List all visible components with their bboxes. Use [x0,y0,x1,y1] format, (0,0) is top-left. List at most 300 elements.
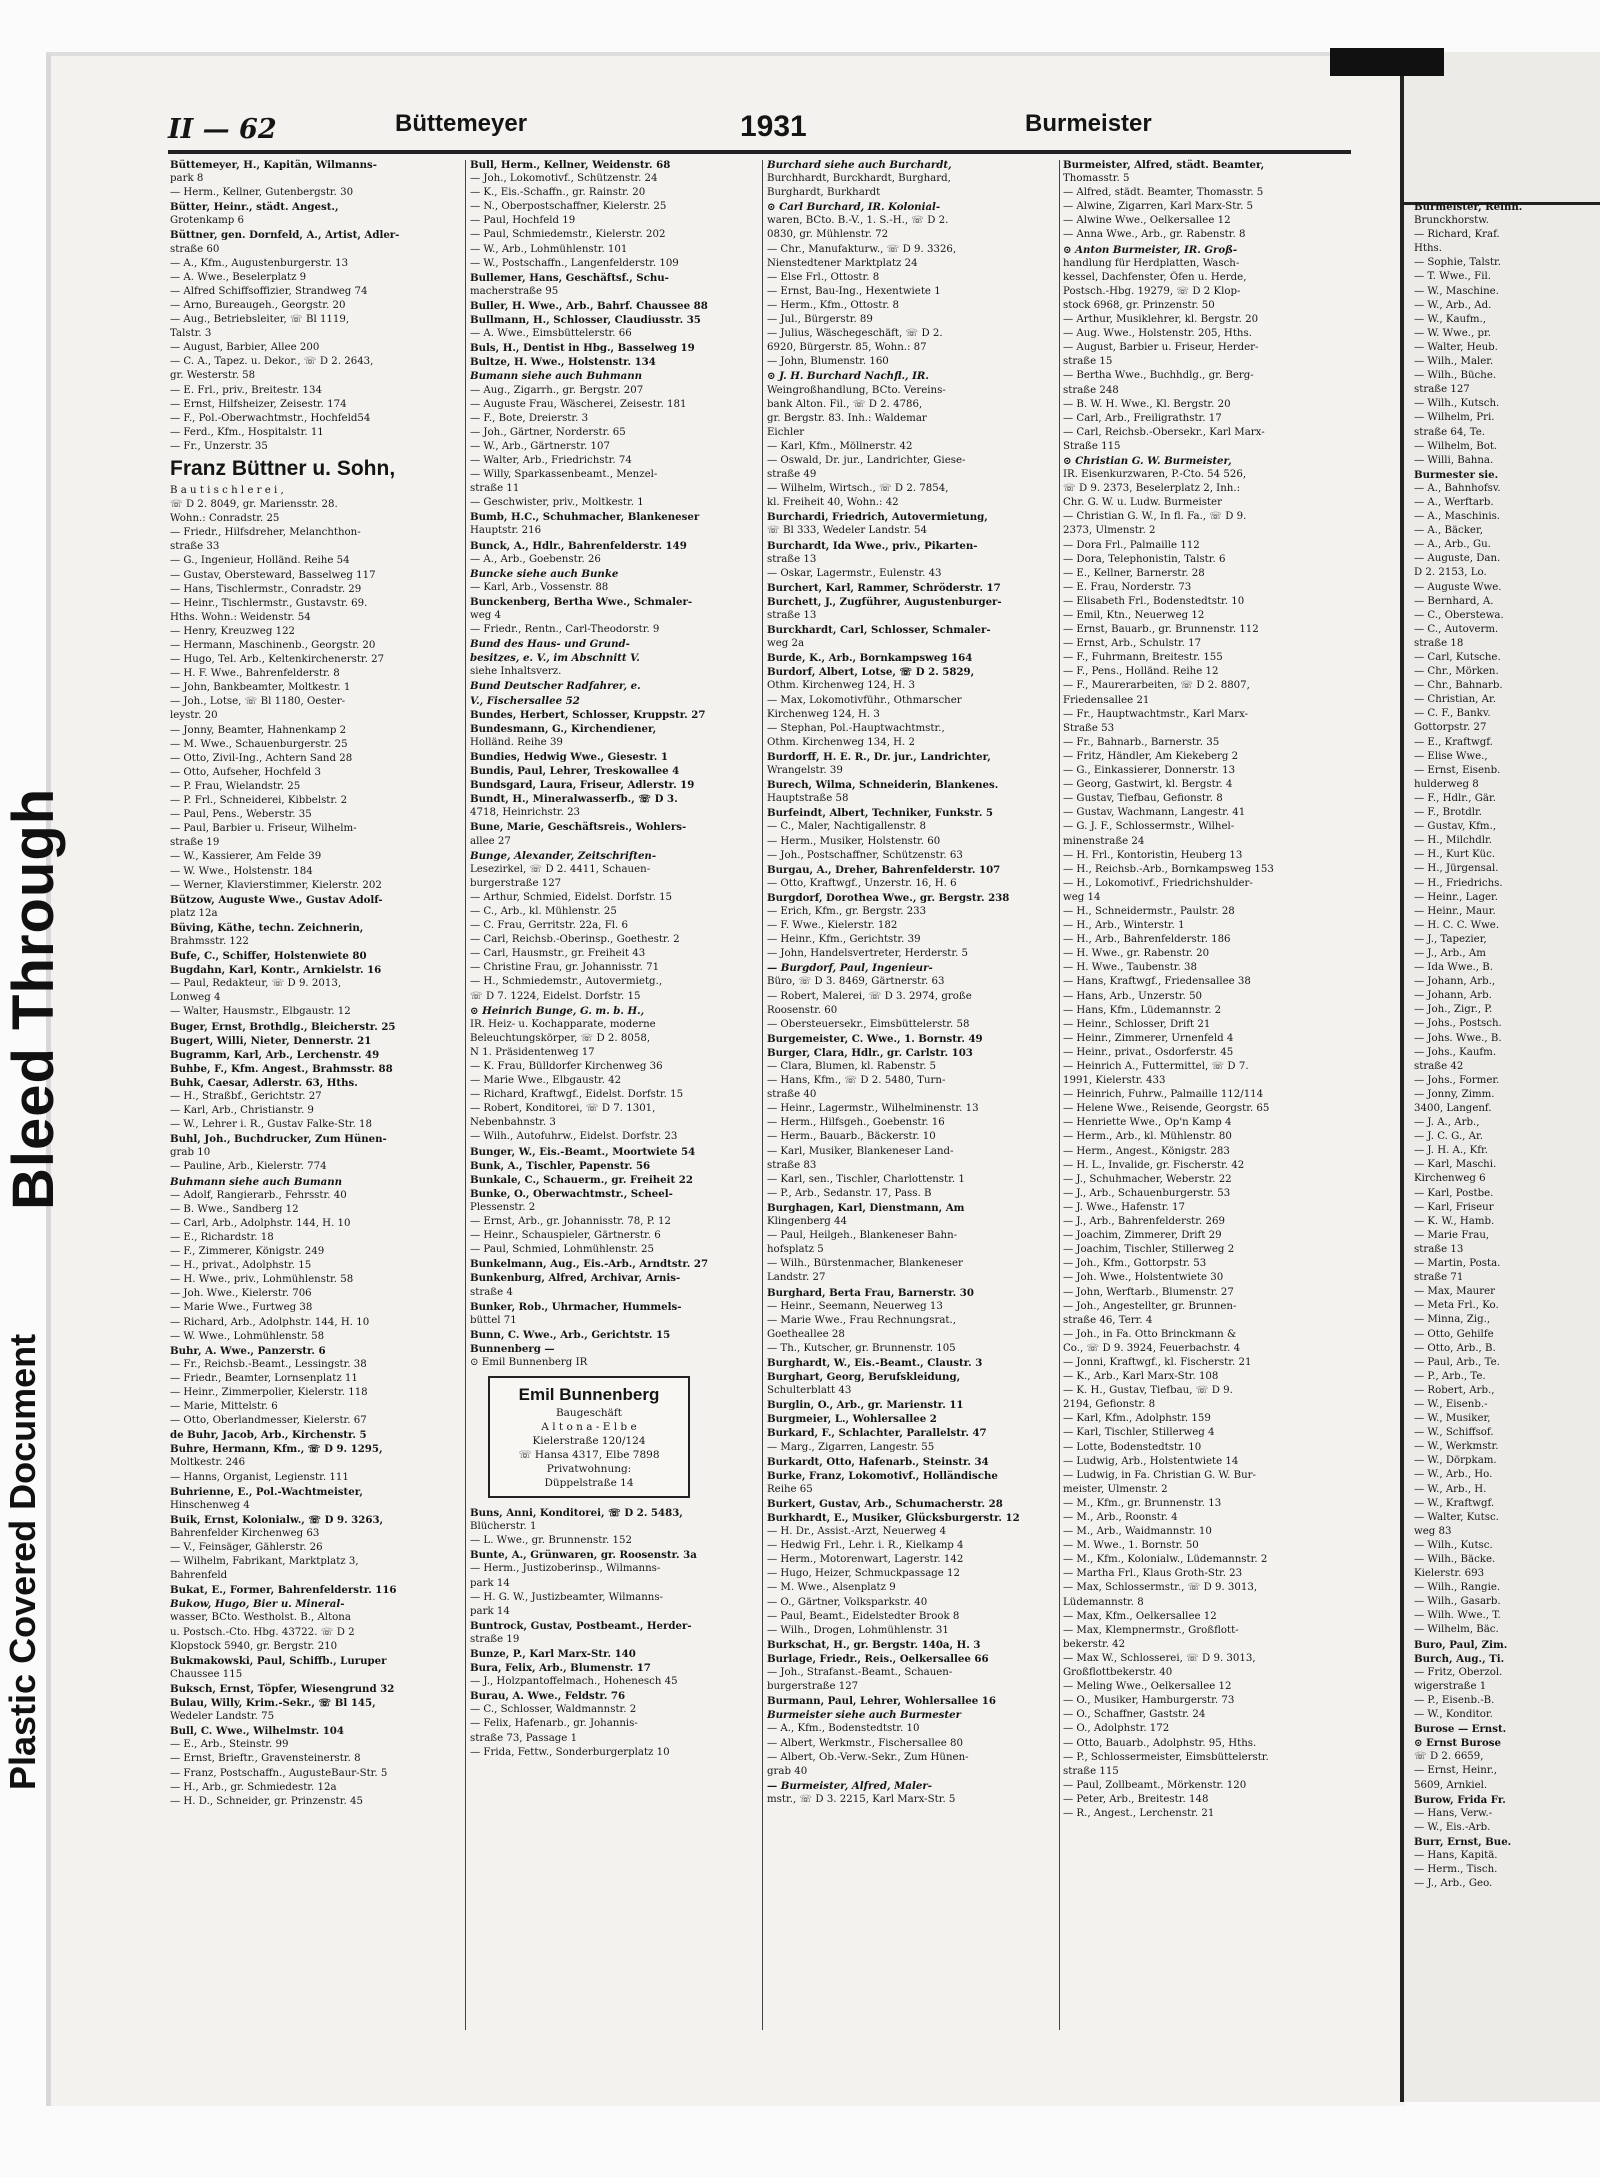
directory-entry-line: — John, Werftarb., Blumenstr. 27 [1063,1286,1234,1298]
directory-entry-line: Grotenkamp 6 [170,215,244,227]
adjacent-entry-line: — W., Kraftwgf. [1414,1497,1495,1509]
adjacent-entry-line: — J. C. G., Ar. [1414,1131,1483,1143]
directory-entry-line: kl. Freiheit 40, Wohn.: 42 [767,497,899,509]
adjacent-entry-line: — W., Arb., Ho. [1414,1469,1493,1481]
directory-entry-line: Bura, Felix, Arb., Blumenstr. 17 [470,1662,651,1675]
directory-entry-line: — F. Wwe., Kielerstr. 182 [767,920,898,932]
directory-entry-line: — M. Wwe., 1. Bornstr. 50 [1063,1540,1199,1552]
ad-title: Emil Bunnenberg [518,1385,660,1405]
directory-entry-line: — Henriette Wwe., Op'n Kamp 4 [1063,1117,1232,1129]
directory-entry-line: — John, Blumenstr. 160 [767,356,889,368]
directory-entry-line: grab 40 [767,1765,808,1777]
adjacent-entry-line: — Wilh., Gasarb. [1414,1596,1501,1608]
adjacent-entry-line: — H., Kurt Küc. [1414,849,1496,861]
directory-entry-line: ☏ D 9. 2373, Beselerplatz 2, Inh.: [1063,483,1241,495]
directory-entry-line: Bunkale, C., Schauerm., gr. Freiheit 22 [470,1173,693,1186]
adjacent-entry-line: — W., Schiffsof. [1414,1427,1494,1439]
directory-entry-line: Burghardt, Burkhardt [767,187,881,199]
directory-entry-line: Buhmann siehe auch Bumann [170,1175,343,1188]
adjacent-entry-line: — Hans, Kapitä. [1414,1849,1498,1861]
directory-entry-line: — Marie, Mittelstr. 6 [170,1401,278,1413]
directory-entry-line: Burglin, O., Arb., gr. Marienstr. 11 [767,1399,964,1412]
directory-entry-line: Burchardt, Ida Wwe., priv., Pikarten- [767,539,978,552]
directory-entry-line: Buncke siehe auch Bunke [470,567,619,580]
directory-entry-line: straße 40 [767,1089,817,1101]
adjacent-entry-line: — Walter, Heub. [1414,341,1498,353]
directory-entry-line: — Carl, Hausmstr., gr. Freiheit 43 [470,948,646,960]
directory-entry-line: — Georg, Gastwirt, kl. Bergstr. 4 [1063,779,1233,791]
directory-entry-line: — Jonni, Kraftwgf., kl. Fischerstr. 21 [1063,1356,1252,1368]
directory-entry-line: straße 60 [170,243,220,255]
directory-entry-line: — Heinr., Tischlermstr., Gustavstr. 69. [170,597,368,609]
directory-entry-line: Landstr. 27 [767,1272,826,1284]
directory-entry-line: Moltkestr. 246 [170,1457,246,1469]
directory-entry-line: — Paul, Barbier u. Friseur, Wilhelm- [170,823,357,835]
adjacent-entry-line: — Wilhelm, Bot. [1414,440,1498,452]
adjacent-entry-line: — Johs. Wwe., B. [1414,1032,1502,1044]
directory-entry-line: Bunge, Alexander, Zeitschriften- [470,849,657,862]
adjacent-entry-line: — H., Jürgensal. [1414,863,1499,875]
adjacent-entry-line: — W., Arb., Ad. [1414,299,1492,311]
adjacent-entry-line: — C., Autoverm. [1414,623,1499,635]
directory-entry-line: — W., Postschaffn., Langenfelderstr. 109 [470,257,679,269]
directory-entry-line: — Wilh., Autofuhrw., Eidelst. Dorfstr. 23 [470,1131,678,1143]
adjacent-entry-line: straße 64, Te. [1414,426,1486,438]
adjacent-entry-line: — Auguste, Dan. [1414,553,1501,565]
bleed-through-label: Bleed Through [1,787,66,1210]
directory-entry-line: — Erich, Kfm., gr. Bergstr. 233 [767,905,927,917]
directory-entry-line: — Carl, Arb., Adolphstr. 144, H. 10 [170,1217,351,1229]
directory-entry-line: Bund des Haus- und Grund- [470,638,630,651]
directory-entry-line: Buhrienne, E., Pol.-Wachtmeister, [170,1485,363,1498]
directory-entry-line: Burde, K., Arb., Bornkampsweg 164 [767,652,973,665]
directory-entry-line: — Frida, Fettw., Sonderburgerplatz 10 [470,1746,670,1758]
directory-entry-line: — H. L., Invalide, gr. Fischerstr. 42 [1063,1159,1245,1171]
directory-entry-line: — Herm., Kellner, Gutenbergstr. 30 [170,187,354,199]
directory-entry-line: — Alwine, Zigarren, Karl Marx-Str. 5 [1063,201,1254,213]
directory-entry-line: — Hans, Arb., Unzerstr. 50 [1063,990,1203,1002]
directory-column-4 [1063,158,1355,2063]
directory-entry-line: Burkhardt, E., Musiker, Glücksburgerstr. 12 [767,1512,1020,1524]
directory-entry-line: Bundes, Herbert, Schlosser, Kruppstr. 27 [470,708,706,721]
directory-entry-line: büttel 71 [470,1314,517,1326]
directory-entry-line: u. Postsch.-Cto. Hbg. 43722. ☏ D 2 [170,1626,355,1638]
directory-entry-line: — Max W., Schlosserei, ☏ D 9. 3013, [1063,1652,1256,1664]
directory-entry-line: — H., Arb., Bahrenfelderstr. 186 [1063,934,1231,946]
directory-entry-line: — Joh., in Fa. Otto Brinckmann & [1063,1328,1237,1340]
directory-entry-line: — C., Schlosser, Waldmannstr. 2 [470,1704,637,1716]
directory-entry-line: Straße 115 [1063,440,1121,452]
directory-entry-line: — Hans, Tischlermstr., Conradstr. 29 [170,583,362,595]
directory-entry-line: — C. A., Tapez. u. Dekor., ☏ D 2. 2643, [170,356,374,368]
adjacent-entry-line: Brunckhorstw. [1414,215,1489,227]
adjacent-entry-line: — A., Bahnhofsv. [1414,482,1501,494]
adjacent-entry-line: — Marie Frau, [1414,1229,1490,1241]
directory-entry-line: siehe Inhaltsverz. [470,666,562,678]
directory-entry-line: Bund Deutscher Radfahrer, e. [470,680,641,693]
header-first-entry: Büttemeyer [395,110,528,137]
adjacent-entry-line: — W., Maschine. [1414,285,1499,297]
adjacent-entry-line: — P., Eisenb.-B. [1414,1694,1495,1706]
directory-entry-line: straße 15 [1063,356,1113,368]
directory-entry-line: Burghart, Georg, Berufskleidung, [767,1371,961,1384]
directory-entry-line: Bunkelmann, Aug., Eis.-Arb., Arndtstr. 27 [470,1258,709,1271]
directory-entry-line: Burmeister siehe auch Burmester [767,1709,961,1722]
directory-entry-line: Roosenstr. 60 [767,1004,838,1016]
adjacent-entry-line: Burch, Aug., Ti. [1414,1652,1505,1665]
directory-entry-line: — Arthur, Musiklehrer, kl. Bergstr. 20 [1063,314,1259,326]
directory-entry-line: — Paul, Beamt., Eidelstedter Brook 8 [767,1610,960,1622]
adjacent-entry-line: — Hans, Verw.- [1414,1807,1493,1819]
directory-entry-line: — Ernst, Bau-Ing., Hexentwiete 1 [767,285,941,297]
adjacent-entry-line: — Johs., Former. [1414,1074,1500,1086]
directory-entry-line: — Richard, Kraftwgf., Eidelst. Dorfstr. 15 [470,1089,684,1101]
adjacent-entry-line: — P., Arb., Te. [1414,1370,1486,1382]
directory-entry-line: — Heinr., Zimmerer, Urnenfeld 4 [1063,1032,1234,1044]
directory-entry-line: Büving, Käthe, techn. Zeichnerin, [170,921,364,934]
directory-entry-line: — Paul, Hochfeld 19 [470,215,576,227]
adjacent-entry-line: Hths. [1414,243,1443,255]
directory-entry-line: Burech, Wilma, Schneiderin, Blankenes. [767,779,999,792]
directory-entry-line: burgerstraße 127 [767,1681,859,1693]
adjacent-entry-line: — A., Maschinis. [1414,511,1501,523]
directory-entry-line: burgerstraße 127 [470,877,562,889]
directory-entry-line: — V., Feinsäger, Gählerstr. 26 [170,1542,323,1553]
adjacent-entry-line: — A., Werftarb. [1414,496,1494,508]
directory-entry-line: park 14 [470,1577,510,1589]
adjacent-entry-line: — Jonny, Zimm. [1414,1088,1495,1100]
directory-entry-line: straße 11 [470,483,520,495]
directory-entry-line: — H. Dr., Assist.-Arzt, Neuerweg 4 [767,1526,947,1538]
directory-entry-line: — Jul., Bürgerstr. 89 [767,314,873,326]
directory-entry-line: — J., Arb., Schauenburgerstr. 53 [1063,1187,1231,1199]
directory-entry-line: Bundsgard, Laura, Friseur, Adlerstr. 19 [470,779,695,792]
adjacent-entry-line: — A., Arb., Gu. [1414,539,1491,551]
adjacent-entry-line: straße 18 [1414,637,1464,649]
adjacent-entry-line: — Karl, Maschi. [1414,1159,1497,1171]
directory-entry-line: — Marg., Zigarren, Langestr. 55 [767,1441,935,1453]
directory-entry-line: waren, BCto. B.-V., 1. S.-H., ☏ D 2. [767,215,949,227]
directory-entry-line: gr. Westerstr. 58 [170,370,256,382]
directory-entry-line: — E. Frl., priv., Breitestr. 134 [170,384,322,396]
adjacent-entry-line: — W., Eis.-Arb. [1414,1821,1491,1833]
directory-entry-line: — Heinr., Lagermstr., Wilhelminenstr. 13 [767,1103,979,1115]
adjacent-entry-line: — Martin, Posta. [1414,1258,1501,1270]
directory-entry-line: — E., Richardstr. 18 [170,1231,274,1243]
directory-entry-line: — Auguste Frau, Wäscherei, Zeisestr. 181 [470,398,687,410]
ad-line: A l t o n a - E l b e [541,1421,637,1434]
directory-entry-line: Buns, Anni, Konditorei, ☏ D 2. 5483, [470,1507,683,1520]
directory-entry-line: — Joh., Gärtner, Norderstr. 65 [470,426,626,438]
advertisement-box [488,1376,690,1498]
directory-entry-line: — Aug., Betriebsleiter, ☏ Bl 1119, [170,314,350,326]
directory-entry-line: Lonweg 4 [170,992,221,1004]
directory-entry-line: 6920, Bürgerstr. 85, Wohn.: 87 [767,342,927,354]
directory-entry-line: Co., ☏ D 9. 3924, Feuerbachstr. 4 [1063,1342,1241,1354]
adjacent-entry-line: straße 127 [1414,384,1470,396]
directory-entry-line: — Albert, Ob.-Verw.-Sekr., Zum Hünen- [767,1751,969,1763]
directory-entry-line: — Max, Lokomotivführ., Othmarscher [767,694,962,706]
adjacent-entry-line: — Sophie, Talstr. [1414,257,1502,269]
directory-entry-line: — Paul, Zollbeamt., Mörkenstr. 120 [1063,1779,1247,1791]
directory-entry-line: — Franz, Postschaffn., AugusteBaur-Str. 5 [170,1767,388,1779]
directory-entry-line: — Fr., Unzerstr. 35 [170,440,268,452]
directory-entry-line: Buhl, Joh., Buchdrucker, Zum Hünen- [170,1133,387,1146]
directory-entry-line: IR. Eisenkurzwaren, P.-Cto. 54 526, [1063,469,1247,481]
adjacent-entry-line: — Minna, Zig., [1414,1314,1491,1326]
directory-entry-line: straße 83 [767,1159,817,1171]
adjacent-entry-line: — W., Kaufm., [1414,313,1486,325]
directory-entry-line: — J., Schuhmacher, Weberstr. 22 [1063,1173,1232,1185]
directory-entry-line: — F., Maurerarbeiten, ☏ D 2. 8807, [1063,680,1250,692]
directory-entry-line: — G., Ingenieur, Holländ. Reihe 54 [170,555,350,567]
directory-entry-line: Bundt, H., Mineralwasserfb., ☏ D 3. [470,793,678,806]
directory-entry-line: Burmeister, Alfred, städt. Beamter, [1063,159,1265,171]
adjacent-entry-line: — C., Oberstewa. [1414,609,1504,621]
directory-entry-line: park 14 [470,1605,510,1617]
directory-entry-line: Hths. Wohn.: Weidenstr. 54 [170,611,311,623]
directory-entry-line: — Arthur, Schmied, Eidelst. Dorfstr. 15 [470,891,673,903]
adjacent-entry-line: — T. Wwe., Fil. [1414,271,1491,283]
directory-entry-line: — M. Wwe., Alsenplatz 9 [767,1582,896,1594]
directory-entry-line: — P. Frau, Wielandstr. 25 [170,780,301,792]
directory-entry-line: straße 115 [1063,1765,1119,1777]
directory-entry-line: — Fr., Bahnarb., Barnerstr. 35 [1063,736,1220,748]
adjacent-entry-line: Gottorpstr. 27 [1414,722,1487,734]
directory-entry-line: Bukmakowski, Paul, Schiffb., Luruper [170,1654,387,1667]
adjacent-entry-line: straße 71 [1414,1272,1464,1284]
directory-entry-line: — A., Arb., Goebenstr. 26 [470,553,601,565]
directory-entry-line: Burchett, J., Zugführer, Augustenburger- [767,595,1002,608]
directory-entry-line: — Joachim, Zimmerer, Drift 29 [1063,1230,1222,1242]
adjacent-entry-line: Kielerstr. 693 [1414,1568,1485,1580]
adjacent-entry-line: — H. C. C. Wwe. [1414,919,1500,931]
directory-entry-line: — Carl, Reichsb.-Oberinsp., Goethestr. 2 [470,934,680,946]
adjacent-entry-line: — Johs., Kaufm. [1414,1046,1497,1058]
directory-entry-line: — K. Frau, Bülldorfer Kirchenweg 36 [470,1061,663,1072]
adjacent-page-column [1414,200,1600,1891]
directory-entry-line: — Christine Frau, gr. Johannisstr. 71 [470,962,660,974]
directory-entry-line: — M. Wwe., Schauenburgerstr. 25 [170,738,348,750]
adjacent-entry-line: — Max, Maurer [1414,1286,1495,1298]
directory-entry-line: Bunte, A., Grünwaren, gr. Roosenstr. 3a [470,1549,697,1562]
directory-entry-line: Nebenbahnstr. 3 [470,1117,556,1129]
directory-entry-line: — W. Wwe., Lohmühlenstr. 58 [170,1330,325,1342]
directory-entry-line: — P., Schlossermeister, Eimsbüttelerstr. [1063,1751,1269,1763]
directory-entry-line: — Ernst, Arb., Schulstr. 17 [1063,638,1202,650]
directory-entry-line: — Hedwig Frl., Lehr. i. R., Kielkamp 4 [767,1540,964,1552]
directory-entry-line: Beleuchtungskörper, ☏ D 2. 8058, [470,1032,651,1044]
directory-entry-line: — Max, Klempnermstr., Großflott- [1063,1624,1239,1636]
directory-entry-line: Wrangelstr. 39 [767,765,843,777]
directory-entry-line: — Marie Wwe., Elbgaustr. 42 [470,1075,622,1087]
adjacent-entry-line: — Johann, Arb. [1414,990,1492,1002]
directory-entry-line: Bufe, C., Schiffer, Holstenwiete 80 [170,950,367,963]
directory-entry-line: gr. Bergstr. 83. Inh.: Waldemar [767,412,927,424]
adjacent-entry-line: — Wilh., Kutsc. [1414,1539,1493,1551]
directory-entry-line: — Joh. Wwe., Kielerstr. 706 [170,1288,312,1300]
directory-entry-line: Bunke, O., Oberwachtmstr., Scheel- [470,1187,673,1200]
directory-entry-line: Kirchenweg 124, H. 3 [767,708,880,720]
directory-entry-line: Lesezirkel, ☏ D 2. 4411, Schauen- [470,863,651,875]
adjacent-entry-line: — Karl, Friseur [1414,1201,1494,1213]
adjacent-entry-line: ⊙ Ernst Burose [1414,1737,1502,1750]
directory-entry-line: Bumann siehe auch Buhmann [470,370,643,383]
directory-entry-line: — Carl, Arb., Freiligrathstr. 17 [1063,412,1222,424]
directory-entry-line: — M., Kfm., Kolonialw., Lüdemannstr. 2 [1063,1554,1268,1566]
directory-entry-line: Burgdorf, Dorothea Wwe., gr. Bergstr. 238 [767,891,1010,904]
directory-entry-line: Burdorf, Albert, Lotse, ☏ D 2. 5829, [767,666,975,679]
directory-entry-line: Burke, Franz, Lokomotivf., Holländische [767,1469,998,1482]
directory-entry-line: — Ludwig, in Fa. Christian G. W. Bur- [1063,1469,1256,1481]
adjacent-entry-line: — Wilhelm, Pri. [1414,412,1495,424]
directory-entry-line: — M., Arb., Roonstr. 4 [1063,1512,1178,1523]
adjacent-entry-line: — W., Werkmstr. [1414,1441,1499,1453]
directory-entry-line: wasser, BCto. Westholst. B., Altona [170,1612,351,1624]
directory-entry-line: — Richard, Arb., Adolphstr. 144, H. 10 [170,1316,370,1328]
directory-entry-line: — Joh., Kfm., Gottorpstr. 53 [1063,1258,1207,1270]
directory-entry-line: — B. Wwe., Sandberg 12 [170,1203,299,1215]
directory-entry-line: Eichler [767,426,805,438]
adjacent-entry-line: — Paul, Arb., Te. [1414,1356,1500,1368]
directory-entry-line: — Fritz, Händler, Am Kiekeberg 2 [1063,750,1239,762]
adjacent-entry-line: — Gustav, Kfm., [1414,821,1497,833]
directory-entry-line: — Max, Schlossermstr., ☏ D 9. 3013, [1063,1582,1258,1594]
directory-entry-line: mstr., ☏ D 3. 2215, Karl Marx-Str. 5 [767,1793,956,1805]
directory-entry-line: — H., Schneidermstr., Paulstr. 28 [1063,905,1235,917]
directory-entry-line: — Carl, Reichsb.-Obersekr., Karl Marx- [1063,426,1265,438]
directory-entry-line: — E. Frau, Norderstr. 73 [1063,581,1192,593]
directory-entry-line: — Aug., Zigarrh., gr. Bergstr. 207 [470,384,644,396]
directory-entry-line: — Elisabeth Frl., Bodenstedtstr. 10 [1063,595,1245,607]
directory-entry-line: — Heinr., Kfm., Gerichtstr. 39 [767,934,921,946]
directory-entry-line: — John, Handelsvertreter, Herderstr. 5 [767,948,969,960]
directory-entry-line: Reihe 65 [767,1483,813,1495]
directory-entry-line: — Hugo, Tel. Arb., Keltenkirchenerstr. 27 [170,654,385,666]
directory-entry-line: — Karl, Arb., Vossenstr. 88 [470,581,609,593]
directory-entry-line: Plessenstr. 2 [470,1201,536,1213]
directory-entry-line: 4718, Heinrichstr. 23 [470,807,581,819]
directory-entry-line: — Werner, Klavierstimmer, Kielerstr. 202 [170,879,382,891]
directory-entry-line: — Hans, Kfm., ☏ D 2. 5480, Turn- [767,1075,946,1087]
directory-entry-line: — Heinr., Zimmerpolier, Kielerstr. 118 [170,1386,368,1398]
directory-entry-line: — Joachim, Tischler, Stillerweg 2 [1063,1244,1235,1256]
directory-entry-line: — Ernst, Bauarb., gr. Brunnenstr. 112 [1063,624,1259,636]
adjacent-entry-line: Burmeister, Reinh. [1414,201,1523,213]
adjacent-entry-line: — Richard, Kraf. [1414,229,1500,241]
directory-entry-line: weg 4 [470,610,501,621]
directory-entry-line: — Joh. Wwe., Holstentwiete 30 [1063,1272,1224,1284]
adjacent-page-edge [1400,52,1600,2102]
directory-entry-line: straße 19 [470,1633,520,1645]
adjacent-entry-line: — J., Tapezier, [1414,933,1487,945]
directory-entry-line: — K. H., Gustav, Tiefbau, ☏ D 9. [1063,1385,1233,1397]
directory-entry-line: Büro, ☏ D 3. 8469, Gärtnerstr. 63 [767,976,945,988]
directory-entry-line: — Joh., Lotse, ☏ Bl 1180, Oester- [170,696,346,708]
directory-entry-line: weg 14 [1063,891,1101,903]
adjacent-entry-line: — J. H. A., Kfr. [1414,1145,1488,1157]
directory-entry-line: — Robert, Konditorei, ☏ D 7. 1301, [470,1103,656,1115]
directory-entry-line: — A., Kfm., Bodenstedtstr. 10 [767,1723,920,1735]
directory-entry-line: — H., Arb., Winterstr. 1 [1063,920,1185,932]
directory-entry-line: — F., Pol.-Oberwachtmstr., Hochfeld54 [170,412,371,424]
directory-entry-line: Bull, Herm., Kellner, Weidenstr. 68 [470,159,671,171]
directory-entry-line: kessel, Dachfenster, Öfen u. Herde, [1063,271,1247,283]
directory-entry-line: Bunk, A., Tischler, Papenstr. 56 [470,1159,651,1172]
directory-entry-line: Bundis, Paul, Lehrer, Treskowallee 4 [470,765,680,778]
directory-entry-line: bekerstr. 42 [1063,1638,1126,1650]
directory-entry-line: — Max, Kfm., Oelkersallee 12 [1063,1610,1217,1622]
ad-line: Baugeschäft [555,1407,623,1420]
directory-entry-line: Brahmsstr. 122 [170,935,249,947]
directory-entry-line: — G. J. F., Schlossermstr., Wilhel- [1063,821,1235,833]
directory-entry-line: Bunn, C. Wwe., Arb., Gerichtstr. 15 [470,1328,671,1341]
directory-entry-line: Buls, H., Dentist in Hbg., Basselweg 19 [470,342,695,355]
directory-entry-line: — Fr., Reichsb.-Beamt., Lessingstr. 38 [170,1358,367,1370]
directory-entry-line: Lüdemannstr. 8 [1063,1596,1144,1608]
directory-entry-line: straße 4 [470,1286,513,1298]
directory-entry-line: — Karl, Kfm., Adolphstr. 159 [1063,1413,1211,1425]
adjacent-entry-line: — Elise Wwe., [1414,750,1488,762]
directory-entry-line: — Bertha Wwe., Buchhdlg., gr. Berg- [1063,370,1254,382]
adjacent-entry-line: — Carl, Kutsche. [1414,652,1501,663]
page-number: II — 62 [168,114,277,145]
directory-entry-line: — L. Wwe., gr. Brunnenstr. 152 [470,1535,632,1547]
directory-entry-line: — Arno, Bureaugeh., Georgstr. 20 [170,299,346,311]
directory-entry-line: Burchert, Karl, Rammer, Schröderstr. 17 [767,581,1001,594]
directory-column-2 [470,158,761,2063]
directory-entry-line: — Gustav, Tiefbau, Gefionstr. 8 [1063,793,1223,805]
directory-entry-line: Bull, C. Wwe., Wilhelmstr. 104 [170,1725,344,1738]
directory-column-3 [767,158,1057,2063]
directory-entry-line: — Ferd., Kfm., Hospitalstr. 11 [170,426,324,438]
directory-entry-line: — G., Einkassierer, Donnerstr. 13 [1063,765,1236,777]
directory-entry-line: straße 13 [767,610,817,621]
directory-entry-line: — P., Arb., Sedanstr. 17, Pass. B [767,1187,932,1199]
adjacent-entry-line: — Wilh., Maler. [1414,356,1494,368]
adjacent-entry-line: — W., Musiker, [1414,1413,1491,1425]
directory-entry-line: Friedensallee 21 [1063,694,1150,706]
directory-entry-line: — Paul, Schmied, Lohmühlenstr. 25 [470,1244,654,1256]
directory-entry-line: Buhbe, F., Kfm. Angest., Brahmsstr. 88 [170,1062,393,1075]
directory-entry-line: — Adolf, Rangierarb., Fehrsstr. 40 [170,1189,347,1201]
directory-entry-line: — H., Lokomotivf., Friedrichshulder- [1063,877,1253,889]
directory-entry-line: hofsplatz 5 [767,1244,824,1256]
directory-entry-line: — Herm., Angest., Königstr. 283 [1063,1145,1230,1157]
adjacent-entry-line: — K. W., Hamb. [1414,1215,1495,1227]
directory-entry-line: 2373, Ulmenstr. 2 [1063,525,1156,537]
directory-entry-line: — Burgdorf, Paul, Ingenieur- [767,962,933,975]
adjacent-entry-line: Burmester sie. [1414,468,1499,481]
directory-entry-line: Holländ. Reihe 39 [470,736,563,748]
directory-entry-line: — Oskar, Lagermstr., Eulenstr. 43 [767,567,942,579]
adjacent-entry-line: Burr, Ernst, Bue. [1414,1835,1512,1848]
directory-entry-line: Burchardi, Friedrich, Autovermietung, [767,511,988,524]
directory-entry-line: — Karl, Arb., Christianstr. 9 [170,1105,314,1117]
directory-entry-line: — Herm., Bauarb., Bäckerstr. 10 [767,1131,936,1143]
directory-entry-line: — Joh., Strafanst.-Beamt., Schauen- [767,1667,953,1679]
adjacent-entry-line: — W., Konditor. [1414,1709,1493,1721]
adjacent-entry-line: — Karl, Postbe. [1414,1187,1494,1199]
directory-entry-line: straße 19 [170,837,220,849]
directory-entry-line: — Clara, Blumen, kl. Rabenstr. 5 [767,1061,937,1072]
directory-entry-line: — Felix, Hafenarb., gr. Johannis- [470,1718,638,1730]
directory-entry-line: — Dora Frl., Palmaille 112 [1063,539,1200,551]
directory-entry-line: Bahrenfelder Kirchenweg 63 [170,1527,320,1539]
directory-entry-line: — C., Arb., kl. Mühlenstr. 25 [470,905,617,917]
directory-entry-line: — Marie Wwe., Frau Rechnungsrat., [767,1314,956,1326]
directory-entry-line: Schulterblatt 43 [767,1385,852,1397]
